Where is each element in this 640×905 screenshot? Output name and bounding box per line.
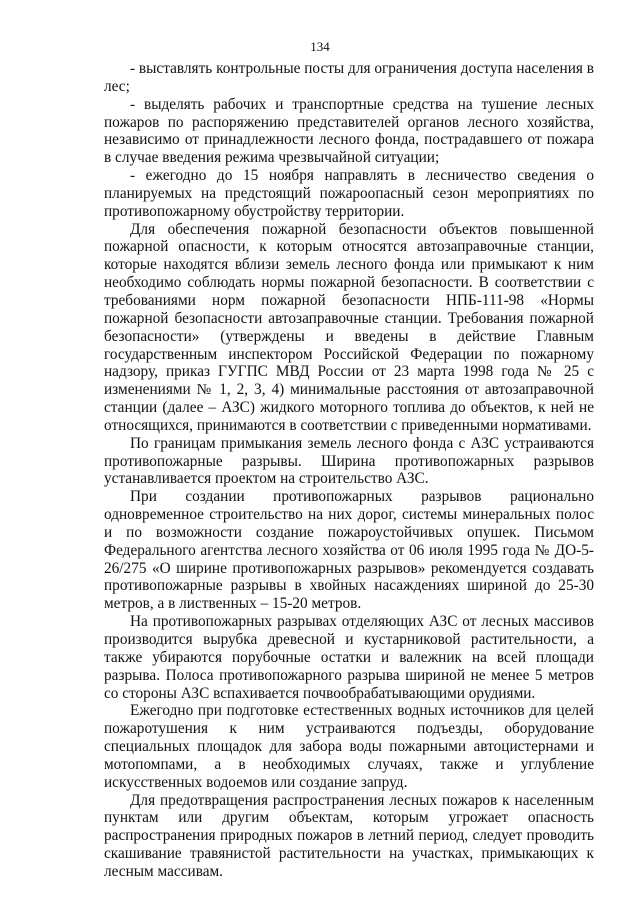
paragraph: - выделять рабочих и транспортные средства на тушение лесных пожаров по распоряжению представителей органов лесного хозяйства, независимо от принадлежности лесного фонда, пострадавшего от пожара в случае введения режима чрезвычайной ситуации; [104, 95, 594, 167]
paragraph: Для предотвращения распространения лесных пожаров к населенным пунктам или другим объектам, которым угрожает опасность распространения природных пожаров в летний период, следует проводить скашивание травянистой растительности на участках, примыкающих к лесным массивам. [104, 791, 594, 880]
paragraph: - ежегодно до 15 ноября направлять в лесничество сведения о планируемых на предстоящий пожароопасный сезон мероприятиях по противопожарному обустройству территории. [104, 167, 594, 220]
paragraph: - выставлять контрольные посты для ограничения доступа населения в лес; [104, 60, 594, 95]
paragraph: Ежегодно при подготовке естественных водных источников для целей пожаротушения к ним устраиваются подъезды, оборудование специальных площадок для забора воды пожарными автоцистернами и мотопомпами, а в необходимых случаях, также и углубление искусственных водоемов или создание запруд. [104, 702, 594, 791]
page-number: 134 [310, 39, 330, 54]
paragraph: Для обеспечения пожарной безопасности объектов повышенной пожарной опасности, к которым относятся автозаправочные станции, которые находятся вблизи земель лесного фонда или примыкают к ним необходимо соблюдать нормы пожарной безопасности. В соответствии с требованиями норм пожарной безопасности НПБ-111-98 «Нормы пожарной безопасности автозаправочные станции. Требования пожарной безопасности» (утверждены и введены в действие Главным государственным инспектором Российской Федерации по пожарному надзору, приказ ГУГПС МВД России от 23 марта 1998 года № 25 с изменениями № 1, 2, 3, 4) минимальные расстояния от автозаправочной станции (далее – АЗС) жидкого моторного топлива до объектов, к ней не относящихся, принимаются в соответствии с приведенными нормативами. [104, 220, 594, 434]
paragraph: На противопожарных разрывах отделяющих АЗС от лесных массивов производится вырубка древесной и кустарниковой растительности, а также убираются порубочные остатки и валежник на всей площади разрыва. Полоса противопожарного разрыва шириной не менее 5 метров со стороны АЗС вспахивается почвообрабатывающими орудиями. [104, 613, 594, 702]
document-body [104, 60, 594, 881]
paragraph: При создании противопожарных разрывов рационально одновременное строительство на них дорог, системы минеральных полос и по возможности создание пожароустойчивых опушек. Письмом Федерального агентства лесного хозяйства от 06 июля 1995 года № ДО-5-26/275 «О ширине противопожарных разрывов» рекомендуется создавать противопожарные разрывы в хвойных насаждениях шириной до 25-30 метров, а в лиственных – 15-20 метров. [104, 488, 594, 613]
paragraph: По границам примыкания земель лесного фонда с АЗС устраиваются противопожарные разрывы. Ширина противопожарных разрывов устанавливается проектом на строительство АЗС. [104, 434, 594, 488]
